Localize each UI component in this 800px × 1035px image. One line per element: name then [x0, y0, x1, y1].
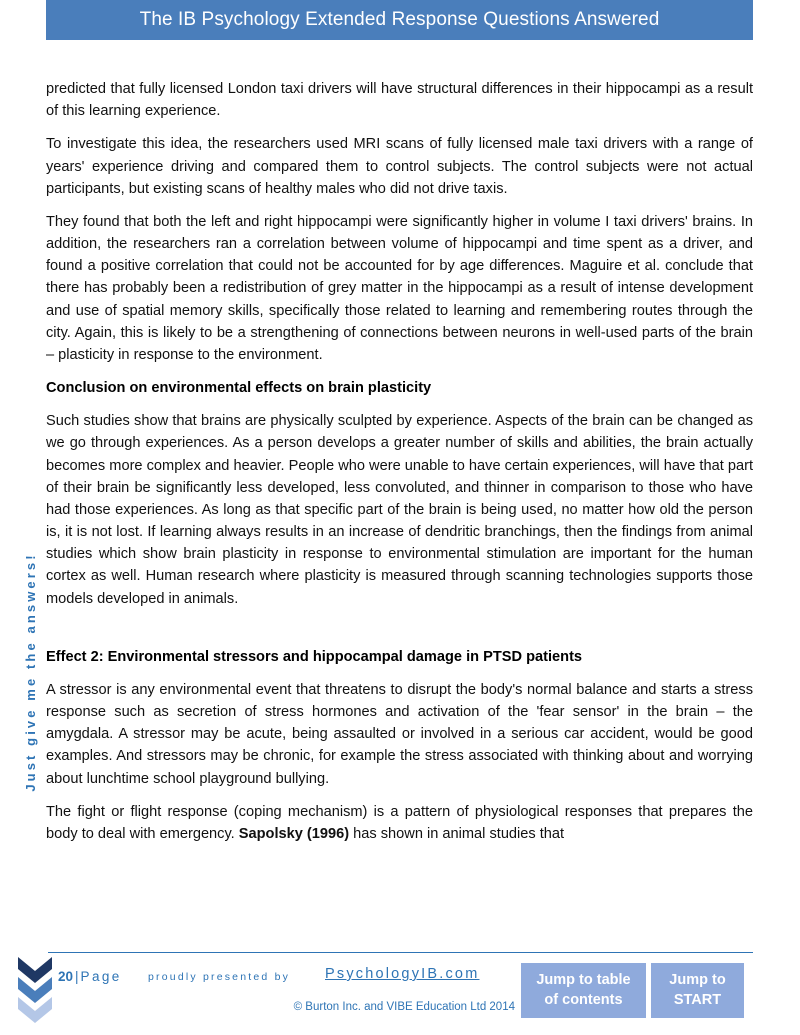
paragraph-text-after: has shown in animal studies that	[349, 825, 565, 842]
page-header-banner	[46, 0, 753, 40]
side-tab-label: Just give me the answers!	[22, 552, 38, 792]
button-line-1: Jump to	[669, 972, 726, 989]
button-line-1: Jump to table	[536, 972, 631, 989]
button-line-2: START	[673, 991, 722, 1008]
page-number-label	[58, 969, 122, 984]
page-word: Page	[80, 969, 122, 984]
psychologyib-link[interactable]: PsychologyIB.com	[325, 966, 480, 982]
citation-sapolsky: Sapolsky (1996)	[238, 825, 350, 842]
copyright-notice: © Burton Inc. and VIBE Education Ltd 2014	[293, 1001, 515, 1013]
chevron-down-icon	[18, 957, 52, 1029]
section-heading-conclusion: Conclusion on environmental effects on brain plasticity	[46, 380, 432, 397]
body-paragraph-rich	[46, 801, 753, 845]
section-heading-effect-2: Effect 2: Environmental stressors and hippocampal damage in PTSD patients	[46, 648, 583, 665]
body-paragraph: A stressor is any environmental event that threatens to disrupt the body's normal balance and starts a stress response such as secretion of stress hormones and activation of the 'fear sensor' in the brain – the amygdala. A stressor may be acute, being assaulted or involved in a serious car accident, would be good examples. And stressors may be chronic, for example the stress associated with thinking about and worrying about lunchtime school playground bullying.	[46, 681, 753, 787]
document-body	[46, 78, 753, 856]
jump-to-start-button[interactable]	[651, 963, 744, 1018]
page-label-separator: |	[75, 969, 79, 984]
footer-divider	[48, 952, 753, 953]
body-paragraph: To investigate this idea, the researchers used MRI scans of fully licensed male taxi drivers with a range of years' experience driving and compared them to control subjects. The control subjects were not actual participants, but existing scans of healthy males who did not drive taxis.	[46, 136, 753, 197]
paragraph-text-before: The fight or flight response (coping mechanism) is a pattern of physiological responses that prepares the body to deal with emergency.	[46, 803, 753, 842]
page-title: The IB Psychology Extended Response Questions Answered	[139, 9, 660, 30]
body-paragraph: They found that both the left and right hippocampi were significantly higher in volume I taxi drivers' brains. In addition, the researchers ran a correlation between volume of hippocampi and time spent as a driver, and found a positive correlation that could not be accounted for by age differences. Maguire et al. conclude that there has probably been a redistribution of grey matter in the hippocampi as a result of intense development and use of spatial memory skills, specifically those related to learning and remembering routes through the city. Again, this is likely to be a strengthening of connections between neurons in well-used parts of the brain – plasticity in response to the environment.	[46, 213, 753, 363]
body-paragraph: Such studies show that brains are physically sculpted by experience. Aspects of the brain can be changed as we go through experiences. As a person develops a greater number of skills and abilities, the brain actually becomes more complex and heavier. People who were unable to have certain experiences, will have that part of their brain be significantly less developed, less convoluted, and thinner in comparison to those who have had those experiences. As long as that specific part of the brain is being used, no matter how old the person is, it is not lost. If learning always results in an increase of dendritic branchings, then the findings from animal studies which show brain plasticity in response to environmental stimulation are important for the human cortex as well. Human research where plasticity is measured through scanning technologies supports those models developed in animals.	[46, 413, 753, 607]
jump-to-table-of-contents-button[interactable]	[521, 963, 646, 1018]
proudly-presented-text: proudly presented by	[148, 971, 291, 983]
body-paragraph: predicted that fully licensed London taxi drivers will have structural differences in their hippocampi as a result of this learning experience.	[46, 81, 753, 120]
button-line-2: of contents	[544, 991, 623, 1008]
page-footer	[0, 952, 800, 1035]
page-number: 20	[58, 969, 74, 984]
